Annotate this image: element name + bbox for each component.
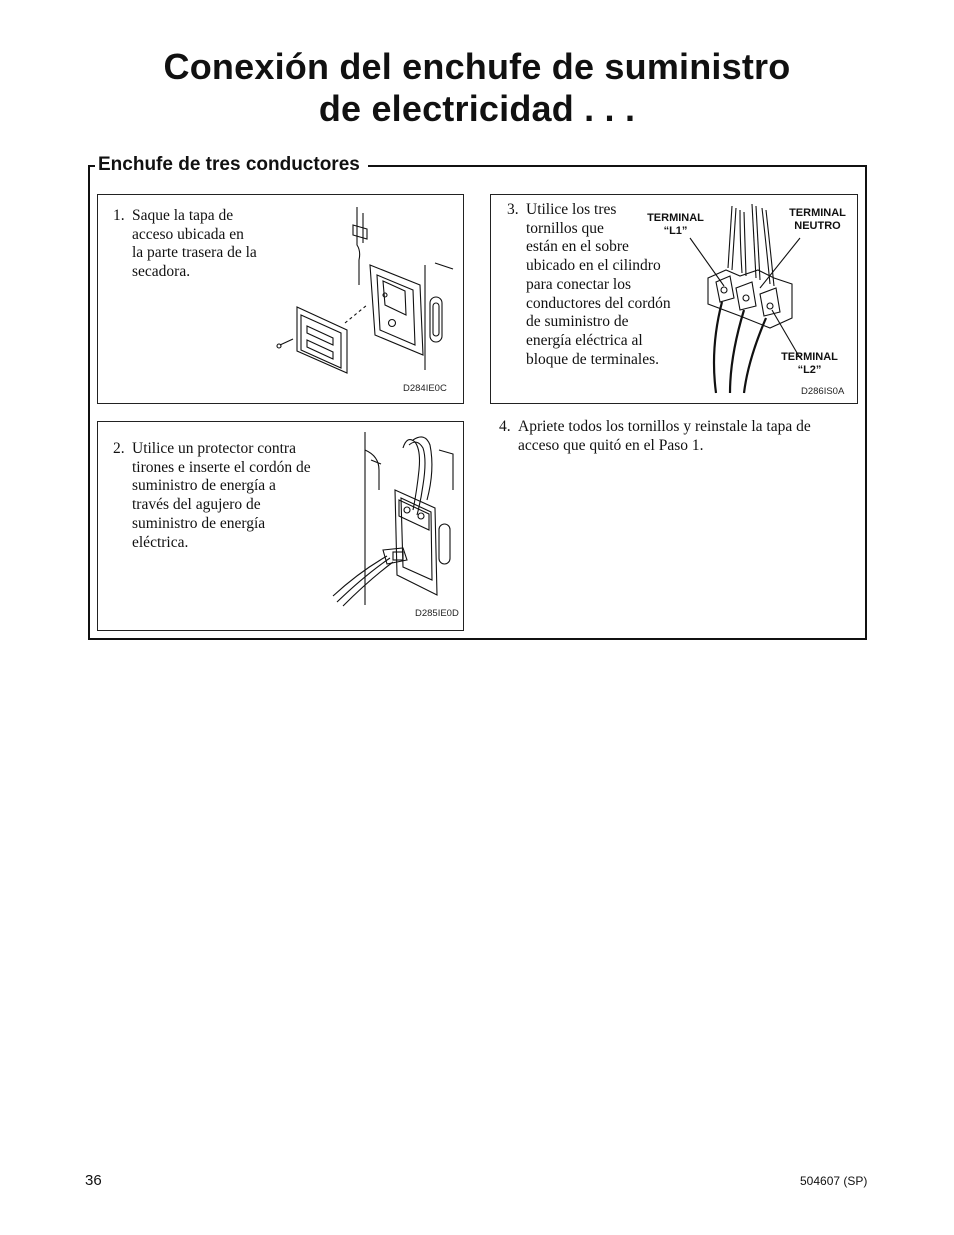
step-2-line: través del agujero de bbox=[132, 496, 261, 514]
step-3-line: para conectar los bbox=[526, 275, 631, 293]
step-4-line: acceso que quitó en el Paso 1. bbox=[518, 436, 704, 454]
terminal-l2-label bbox=[772, 351, 847, 377]
step-4-line: Apriete todos los tornillos y reinstale la tapa de bbox=[518, 418, 811, 435]
step-1-line: la parte trasera de la bbox=[132, 244, 257, 262]
access-cover-removal-illustration bbox=[275, 205, 455, 380]
terminal-neutro-label-line: TERMINAL bbox=[789, 207, 846, 219]
step-2-number: 2. bbox=[113, 440, 125, 457]
terminal-l2-label-line: TERMINAL bbox=[781, 351, 838, 363]
step-3-line: están en el sobre bbox=[526, 238, 629, 256]
step-3-figure-code: D286IS0A bbox=[801, 386, 845, 397]
terminal-l1-label-line: “L1” bbox=[663, 225, 688, 237]
page-number: 36 bbox=[85, 1172, 102, 1189]
step-1-line: acceso ubicada en bbox=[132, 225, 244, 243]
step-2-text bbox=[113, 440, 338, 558]
terminal-l1-label bbox=[638, 212, 713, 238]
step-1-figure-code: D284IE0C bbox=[403, 383, 447, 394]
page-title bbox=[0, 46, 954, 130]
step-2-line: Utilice un protector contra bbox=[132, 440, 296, 457]
document-code: 504607 (SP) bbox=[800, 1174, 868, 1188]
step-1-line: Saque la tapa de bbox=[132, 207, 234, 224]
step-4-text bbox=[499, 418, 859, 458]
step-2-line: suministro de energía a bbox=[132, 477, 276, 495]
step-2-line: tirones e inserte el cordón de bbox=[132, 458, 311, 476]
step-3-number: 3. bbox=[507, 201, 519, 218]
step-3-line: de suministro de bbox=[526, 313, 629, 331]
page-title-line-2: de electricidad . . . bbox=[318, 88, 636, 129]
terminal-l2-label-line: “L2” bbox=[797, 364, 822, 376]
step-4-number: 4. bbox=[499, 418, 511, 435]
strain-relief-illustration bbox=[335, 430, 460, 610]
step-2-line: eléctrica. bbox=[132, 533, 189, 551]
step-3-line: Utilice los tres bbox=[526, 201, 617, 218]
step-3-line: energía eléctrica al bbox=[526, 331, 643, 349]
page-title-line-1: Conexión del enchufe de suministro bbox=[163, 46, 791, 87]
step-3-line: bloque de terminales. bbox=[526, 350, 659, 368]
terminal-neutro-label bbox=[780, 207, 855, 233]
step-1-number: 1. bbox=[113, 207, 125, 224]
terminal-neutro-label-line: NEUTRO bbox=[794, 220, 841, 232]
step-2-line: suministro de energía bbox=[132, 514, 266, 532]
step-1-line: secadora. bbox=[132, 263, 191, 281]
section-label: Enchufe de tres conductores bbox=[95, 153, 368, 177]
step-3-line: ubicado en el cilindro bbox=[526, 257, 661, 275]
step-3-line: conductores del cordón bbox=[526, 294, 671, 312]
step-3-line: tornillos que bbox=[526, 219, 604, 237]
terminal-l1-label-line: TERMINAL bbox=[647, 212, 704, 224]
step-2-figure-code: D285IE0D bbox=[415, 608, 459, 619]
